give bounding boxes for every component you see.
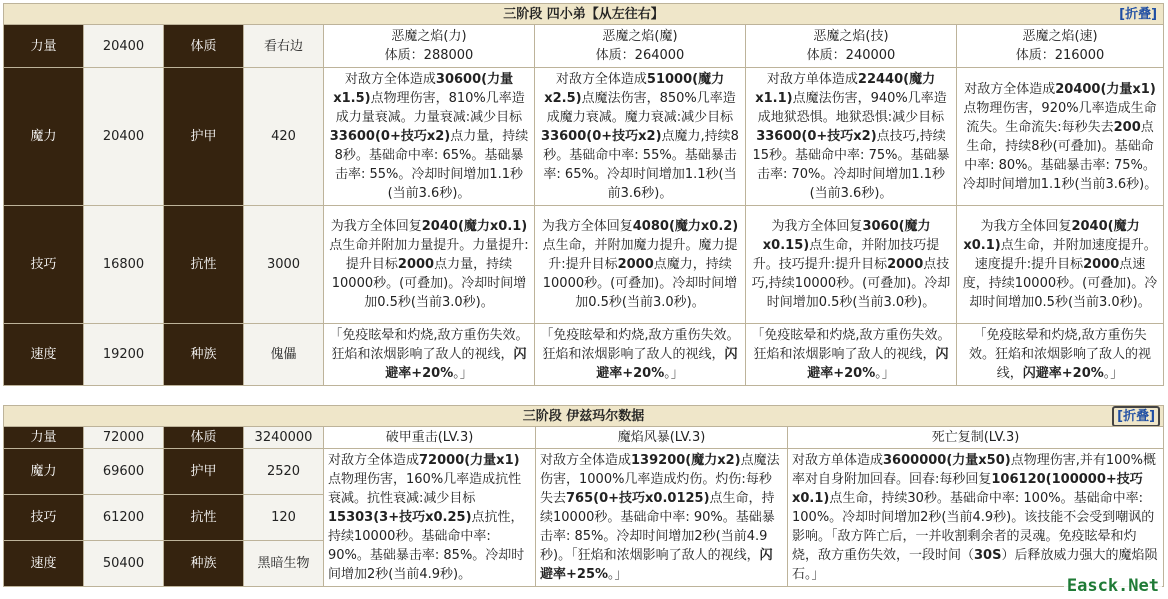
stat-label: 魔力: [4, 449, 84, 495]
skill-heal: 为我方全体回复2040(魔力x0.1)点生命并附加力量提升。力量提升:提升目标2000点力量，持续10000秒。(可叠加)。冷却时间增加0.5秒(当前3.0秒)。: [324, 206, 535, 324]
mob-name: 恶魔之焰(力): [391, 29, 467, 44]
stat-value: 2520: [244, 449, 324, 495]
mob-header: [535, 25, 746, 68]
stat-label: 技巧: [4, 206, 84, 324]
stat-label: 体质: [164, 427, 244, 449]
mob-name: 恶魔之焰(技): [813, 29, 889, 44]
stat-value: 19200: [84, 324, 164, 386]
stat-value: 3240000: [244, 427, 324, 449]
stat-value: 69600: [84, 449, 164, 495]
mob-header: [957, 25, 1164, 68]
stat-value: 黑暗生物: [244, 541, 324, 587]
skill-name: 死亡复制(LV.3): [788, 427, 1164, 449]
stat-label: 体质: [164, 25, 244, 68]
mob-name: 恶魔之焰(魔): [602, 29, 678, 44]
stat-value: 3000: [244, 206, 324, 324]
skill-heal: 为我方全体回复3060(魔力x0.15)点生命，并附加技巧提升。技巧提升:提升目标2000点技巧,持续10000秒。(可叠加)。冷却时间增加0.5秒(当前3.0秒)。: [746, 206, 957, 324]
skill-attack: 对敌方单体造成22440(魔力x1.1)点魔法伤害，940%几率造成地狱恐惧。地狱恐惧:减少目标33600(0+技巧x2)点技巧,持续15秒。基础命中率: 75%。基础暴击率: 70%。冷却时间增加1.1秒(当前3.6秒)。: [746, 68, 957, 206]
stat-value: 50400: [84, 541, 164, 587]
stat-label: 力量: [4, 427, 84, 449]
stat-label: 种族: [164, 541, 244, 587]
skill-heal: 为我方全体回复4080(魔力x0.2)点生命，并附加魔力提升。魔力提升:提升目标2000点魔力，持续10000秒。(可叠加)。冷却时间增加0.5秒(当前3.0秒)。: [535, 206, 746, 324]
collapse-link[interactable]: [折叠]: [1112, 406, 1160, 427]
skill-attack: 对敌方全体造成51000(魔力x2.5)点魔法伤害，850%几率造成魔力衰减。魔力衰减:减少目标33600(0+技巧x2)点魔力,持续8秒。基础命中率: 55%。基础暴击率: 65%。冷却时间增加1.1秒(当前3.6秒)。: [535, 68, 746, 206]
stat-value: 16800: [84, 206, 164, 324]
stat-label: 速度: [4, 324, 84, 386]
stat-label: 护甲: [164, 68, 244, 206]
stat-label: 种族: [164, 324, 244, 386]
skill-passive: 「免疫眩晕和灼烧,敌方重伤失效。狂焰和浓烟影响了敌人的视线，闪避率+20%。」: [746, 324, 957, 386]
mob-name: 恶魔之焰(速): [1022, 29, 1098, 44]
mob-hp: 体质：288000: [384, 48, 474, 63]
stat-label: 技巧: [4, 495, 84, 541]
skill-desc: 对敌方单体造成3600000(力量x50)点物理伤害,并有100%概率对自身附加回春。回春:每秒回复106120(100000+技巧x0.1)点生命，持续30秒。基础命中率: 100%。基础命中率: 100%。冷却时间增加2秒(当前4.9秒)。该技能不会受到嘲讽的影响。「敌方阵亡后，一并收割剩余者的灵魂。免疫眩晕和灼烧，敌方重伤失效，一段时间（30S）后释放威力强大的魔焰陨石。」: [788, 449, 1164, 587]
stat-label: 力量: [4, 25, 84, 68]
mob-hp: 体质：264000: [595, 48, 685, 63]
skill-name: 破甲重击(LV.3): [324, 427, 536, 449]
skill-passive: 「免疫眩晕和灼烧,敌方重伤失效。狂焰和浓烟影响了敌人的视线，闪避率+20%。」: [957, 324, 1164, 386]
mob-header: [324, 25, 535, 68]
collapse-link[interactable]: [折叠]: [1119, 7, 1158, 22]
stat-value: 61200: [84, 495, 164, 541]
section-title: 三阶段 伊兹玛尔数据: [522, 408, 645, 424]
izmar-table: [3, 405, 1164, 587]
stat-value: 120: [244, 495, 324, 541]
stat-label: 抗性: [164, 495, 244, 541]
mob-hp: 体质：216000: [1015, 48, 1105, 63]
skill-name: 魔焰风暴(LV.3): [536, 427, 788, 449]
stat-label: 护甲: [164, 449, 244, 495]
section-header: [4, 4, 1164, 25]
stat-value: 72000: [84, 427, 164, 449]
stat-label: 速度: [4, 541, 84, 587]
site-watermark: Easck.Net: [1064, 576, 1162, 596]
stat-value: 傀儡: [244, 324, 324, 386]
four-minions-table: [3, 3, 1164, 386]
skill-attack: 对敌方全体造成20400(力量x1)点物理伤害，920%几率造成生命流失。生命流失:每秒失去200点生命，持续8秒(可叠加)。基础命中率: 80%。基础暴击率: 75%。冷却时间增加1.1秒(当前3.6秒)。: [957, 68, 1164, 206]
stat-label: 抗性: [164, 206, 244, 324]
stat-value: 看右边: [244, 25, 324, 68]
stat-label: 魔力: [4, 68, 84, 206]
skill-heal: 为我方全体回复2040(魔力x0.1)点生命，并附加速度提升。速度提升:提升目标2000点速度，持续10000秒。(可叠加)。冷却时间增加0.5秒(当前3.0秒)。: [957, 206, 1164, 324]
mob-header: [746, 25, 957, 68]
section-title: 三阶段 四小弟【从左往右】: [503, 6, 664, 22]
skill-desc: 对敌方全体造成72000(力量x1)点物理伤害，160%几率造成抗性衰减。抗性衰减:减少目标15303(3+技巧x0.25)点抗性，持续10000秒。基础命中率: 90%。基础暴击率: 85%。冷却时间增加2秒(当前4.9秒)。: [324, 449, 536, 587]
skill-desc: 对敌方全体造成139200(魔力x2)点魔法伤害，1000%几率造成灼伤。灼伤:每秒失去765(0+技巧x0.0125)点生命，持续10000秒。基础命中率: 90%。基础暴击率: 85%。冷却时间增加2秒(当前4.9秒)。「狂焰和浓烟影响了敌人的视线，闪避率+25%。」: [536, 449, 788, 587]
stat-value: 20400: [84, 68, 164, 206]
section-header: [4, 406, 1164, 427]
skill-passive: 「免疫眩晕和灼烧,敌方重伤失效。狂焰和浓烟影响了敌人的视线，闪避率+20%。」: [324, 324, 535, 386]
stat-value: 20400: [84, 25, 164, 68]
stat-value: 420: [244, 68, 324, 206]
skill-passive: 「免疫眩晕和灼烧,敌方重伤失效。狂焰和浓烟影响了敌人的视线，闪避率+20%。」: [535, 324, 746, 386]
mob-hp: 体质：240000: [806, 48, 896, 63]
skill-attack: 对敌方全体造成30600(力量x1.5)点物理伤害，810%几率造成力量衰减。力量衰减:减少目标33600(0+技巧x2)点力量，持续8秒。基础命中率: 65%。基础暴击率: 55%。冷却时间增加1.1秒(当前3.6秒)。: [324, 68, 535, 206]
